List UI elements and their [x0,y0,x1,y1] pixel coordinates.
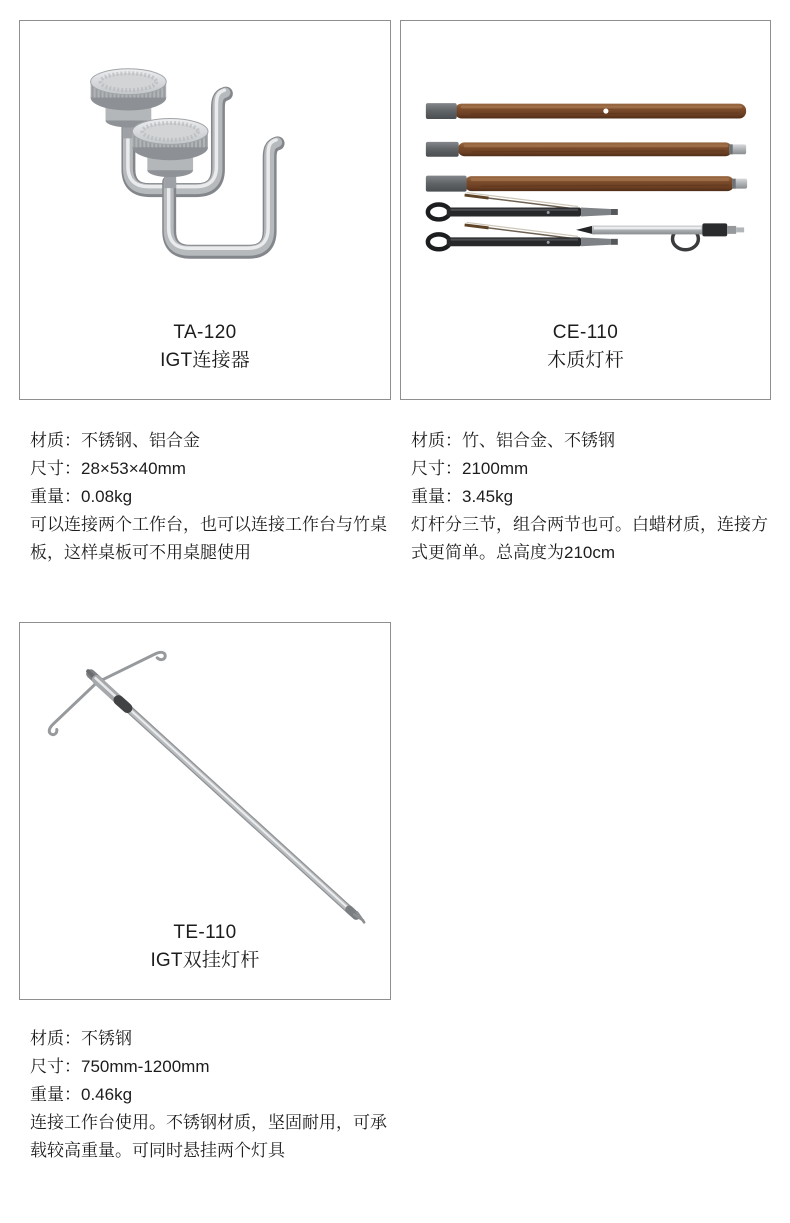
product-name: IGT双挂灯杆 [150,950,260,971]
spec-size [411,455,769,483]
product-title-block [20,319,390,375]
spec-label: 重量： [411,487,462,506]
spec-label: 尺寸： [30,1057,81,1076]
product-title-block [401,319,770,375]
product-description: 可以连接两个工作台，也可以连接工作台与竹桌板，这样桌板可不用桌腿使用 [30,515,387,562]
spec-label: 尺寸： [30,459,81,478]
product-description: 灯杆分三节，组合两节也可。白蜡材质，连接方式更简单。总高度为210cm [411,515,768,562]
product-card-ta-120 [19,20,391,400]
spec-material [30,427,388,455]
spec-label: 尺寸： [411,459,462,478]
spec-value: 0.46kg [81,1085,133,1104]
spec-value: 竹、铝合金、不锈钢 [462,431,615,450]
spec-value: 0.08kg [81,487,133,506]
product-description: 连接工作台使用。不锈钢材质，坚固耐用，可承载较高重量。可同时悬挂两个灯具 [30,1113,387,1160]
spec-value: 3.45kg [462,487,514,506]
product-specs-ta-120 [30,427,388,567]
product-specs-ce-110 [411,427,769,567]
spec-label: 材质： [30,1029,81,1048]
spec-label: 材质： [411,431,462,450]
spec-size [30,455,388,483]
product-code: TE-110 [173,922,237,943]
product-name: 木质灯杆 [547,350,624,371]
product-card-te-110 [19,622,391,1000]
spec-value: 750mm-1200mm [81,1057,210,1076]
spec-value: 不锈钢、铝合金 [81,431,200,450]
spec-weight [30,1081,388,1109]
spec-label: 重量： [30,487,81,506]
spec-size [30,1053,388,1081]
product-title-block [20,919,390,975]
spec-material [411,427,769,455]
spec-material [30,1025,388,1053]
spec-label: 材质： [30,431,81,450]
product-code: TA-120 [173,322,237,343]
product-card-ce-110 [400,20,771,400]
spec-label: 重量： [30,1085,81,1104]
spec-value: 28×53×40mm [81,459,186,478]
product-name: IGT连接器 [160,350,250,371]
product-specs-te-110 [30,1025,388,1165]
spec-weight [411,483,769,511]
spec-value: 2100mm [462,459,529,478]
spec-weight [30,483,388,511]
spec-value: 不锈钢 [81,1029,132,1048]
product-code: CE-110 [552,322,619,343]
